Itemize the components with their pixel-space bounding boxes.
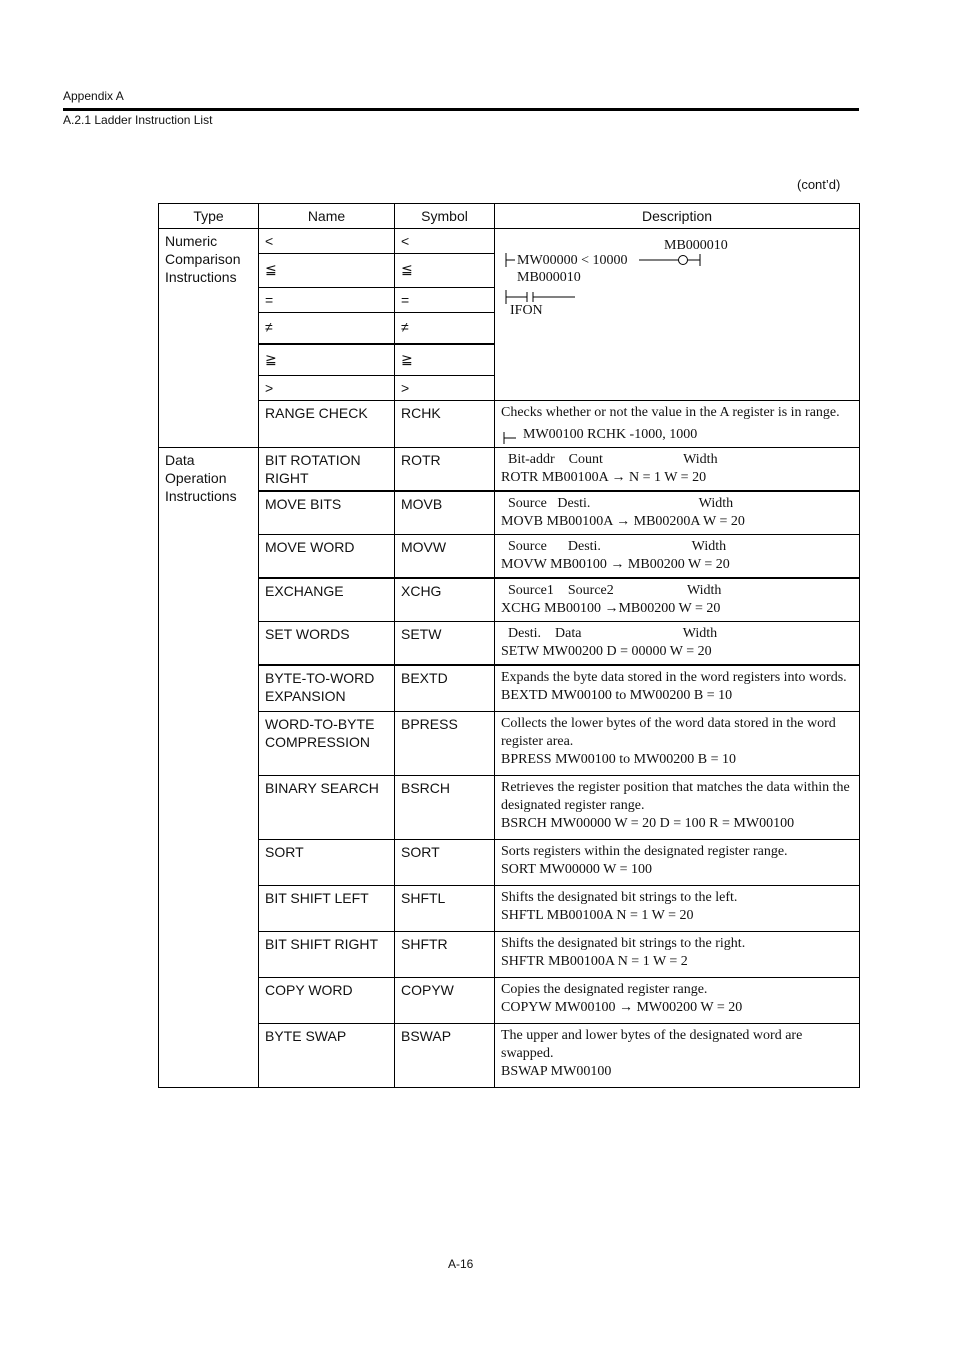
row-name: BIT ROTATION RIGHT <box>259 448 395 492</box>
row-symbol: < <box>395 229 495 254</box>
table-row <box>159 712 860 776</box>
row-symbol: SHFTR <box>395 932 495 978</box>
row-symbol: BPRESS <box>395 712 495 776</box>
chapter-label: Appendix A <box>63 89 124 103</box>
row-description <box>495 491 860 535</box>
table-row <box>159 1024 860 1088</box>
table-row <box>159 491 860 535</box>
row-description <box>495 776 860 840</box>
row-name: WORD-TO-BYTE COMPRESSION <box>259 712 395 776</box>
row-name: BYTE-TO-WORD EXPANSION <box>259 665 395 712</box>
desc-line: Expands the byte data stored in the word registers into words. <box>501 670 847 685</box>
row-description <box>495 448 860 492</box>
table-row <box>159 578 860 622</box>
row-name: COPY WORD <box>259 978 395 1024</box>
continued-label: (cont’d) <box>797 177 841 192</box>
type-data-operation: Data Operation Instructions <box>159 448 259 1088</box>
row-symbol: ≦ <box>395 254 495 288</box>
row-name: RANGE CHECK <box>259 401 395 448</box>
desc-line: BPRESS MW00100 to MW00200 B = 10 <box>501 752 737 767</box>
desc-line: Sorts registers within the designated register range. <box>501 844 788 859</box>
col-symbol: Symbol <box>395 204 495 229</box>
desc-line: SORT MW00000 W = 100 <box>501 862 652 877</box>
table-row <box>159 840 860 886</box>
row-symbol: XCHG <box>395 578 495 622</box>
row-symbol: ≠ <box>395 313 495 345</box>
ladder-example <box>495 229 860 401</box>
row-name: ≠ <box>259 313 395 345</box>
row-name: BYTE SWAP <box>259 1024 395 1088</box>
desc-line: Source1 Source2 Width <box>508 583 722 598</box>
table-row <box>159 776 860 840</box>
row-name: EXCHANGE <box>259 578 395 622</box>
table-row <box>159 665 860 712</box>
compare-expression: MW00000 < 10000 <box>517 253 628 268</box>
row-symbol: ROTR <box>395 448 495 492</box>
section-label: A.2.1 Ladder Instruction List <box>63 113 213 127</box>
page-number: A-16 <box>448 1257 474 1271</box>
contact-label: MB000010 <box>517 270 581 285</box>
desc-line: SHFTR MB00100A N = 1 W = 2 <box>501 954 688 969</box>
desc-line: Collects the lower bytes of the word data stored in the word register area. <box>501 716 836 749</box>
table-row <box>159 932 860 978</box>
row-name: ≦ <box>259 254 395 288</box>
row-description <box>495 840 860 886</box>
row-description <box>495 578 860 622</box>
table-header-row <box>159 204 860 229</box>
row-description <box>495 401 860 448</box>
row-symbol: RCHK <box>395 401 495 448</box>
row-description <box>495 978 860 1024</box>
table-row <box>159 229 860 254</box>
table-row <box>159 401 860 448</box>
desc-line: The upper and lower bytes of the designated word are swapped. <box>501 1028 803 1061</box>
desc-line: Bit-addr Count Width <box>508 452 718 467</box>
desc-line: Shifts the designated bit strings to the right. <box>501 936 746 951</box>
desc-line: Copies the designated register range. <box>501 982 708 997</box>
col-type: Type <box>159 204 259 229</box>
row-symbol: BSRCH <box>395 776 495 840</box>
row-name: = <box>259 288 395 313</box>
desc-line: BSRCH MW00000 W = 20 D = 100 R = MW00100 <box>501 816 795 831</box>
row-description <box>495 622 860 666</box>
ifon-label: IFON <box>510 303 543 318</box>
header-rule <box>63 108 859 111</box>
desc-line: COPYW MW00100 → MW00200 W = 20 <box>501 1000 743 1015</box>
col-description: Description <box>495 204 860 229</box>
row-description <box>495 886 860 932</box>
row-description <box>495 665 860 712</box>
table-row <box>159 886 860 932</box>
table-row <box>159 448 860 492</box>
row-name: < <box>259 229 395 254</box>
row-name: ≧ <box>259 344 395 376</box>
row-symbol: BEXTD <box>395 665 495 712</box>
row-symbol: > <box>395 376 495 401</box>
desc-line <box>501 426 853 444</box>
desc-line: BEXTD MW00100 to MW00200 B = 10 <box>501 688 733 703</box>
row-symbol: BSWAP <box>395 1024 495 1088</box>
row-description <box>495 712 860 776</box>
range-expression: MW00100 RCHK -1000, 1000 <box>523 427 698 442</box>
coil-label: MB000010 <box>664 238 728 253</box>
row-description <box>495 535 860 579</box>
row-symbol: = <box>395 288 495 313</box>
desc-line: Source Desti. Width <box>508 496 734 511</box>
desc-line: MOVB MB00100A → MB00200A W = 20 <box>501 514 745 529</box>
desc-line: ROTR MB00100A → N = 1 W = 20 <box>501 470 707 485</box>
row-description <box>495 932 860 978</box>
row-description <box>495 1024 860 1088</box>
row-name: SORT <box>259 840 395 886</box>
desc-line: Desti. Data Width <box>508 626 718 641</box>
instruction-table <box>158 203 860 1088</box>
desc-line: Checks whether or not the value in the A register is in range. <box>501 405 840 420</box>
row-name: > <box>259 376 395 401</box>
row-name: MOVE WORD <box>259 535 395 579</box>
row-symbol: ≧ <box>395 344 495 376</box>
row-symbol: SORT <box>395 840 495 886</box>
desc-line: SHFTL MB00100A N = 1 W = 20 <box>501 908 694 923</box>
row-symbol: MOVB <box>395 491 495 535</box>
row-name: BIT SHIFT LEFT <box>259 886 395 932</box>
desc-line: Source Desti. Width <box>508 539 727 554</box>
desc-line: Shifts the designated bit strings to the left. <box>501 890 738 905</box>
desc-line: SETW MW00200 D = 00000 W = 20 <box>501 644 712 659</box>
row-name: MOVE BITS <box>259 491 395 535</box>
table-row <box>159 622 860 666</box>
row-symbol: COPYW <box>395 978 495 1024</box>
desc-line: XCHG MB00100 →MB00200 W = 20 <box>501 601 721 616</box>
row-symbol: SHFTL <box>395 886 495 932</box>
ladder-rail-icon <box>503 430 519 444</box>
row-symbol: SETW <box>395 622 495 666</box>
table-row <box>159 978 860 1024</box>
desc-line: BSWAP MW00100 <box>501 1064 612 1079</box>
col-name: Name <box>259 204 395 229</box>
desc-line: Retrieves the register position that matches the data within the designated register range. <box>501 780 850 813</box>
desc-line: MOVW MB00100 → MB00200 W = 20 <box>501 557 730 572</box>
row-name: BIT SHIFT RIGHT <box>259 932 395 978</box>
type-numeric: Numeric Comparison Instructions <box>159 229 259 448</box>
row-name: BINARY SEARCH <box>259 776 395 840</box>
table-row <box>159 535 860 579</box>
row-symbol: MOVW <box>395 535 495 579</box>
row-name: SET WORDS <box>259 622 395 666</box>
